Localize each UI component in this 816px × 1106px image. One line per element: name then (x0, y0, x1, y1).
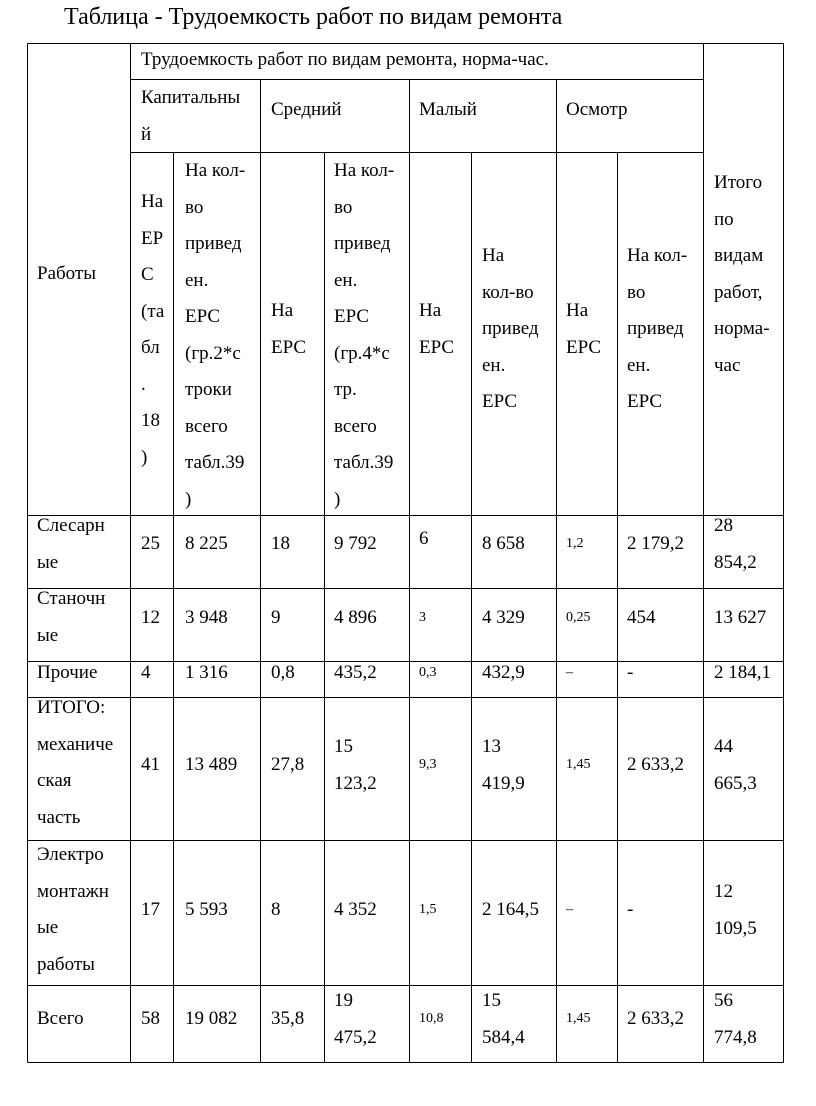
row-name: Всего (37, 1008, 84, 1029)
table-cell: 44 665,3 (714, 736, 757, 794)
table-cell: 27,8 (271, 754, 305, 775)
header-osmotr-na-erc: На ЕРС (566, 300, 602, 358)
table-cell: 8 658 (482, 533, 525, 554)
table-cell: 41 (141, 754, 160, 775)
table-cell: 13 419,9 (482, 736, 525, 794)
table-cell: 10,8 (419, 1011, 444, 1026)
table-cell: 13 489 (185, 754, 238, 775)
header-works: Работы (37, 263, 96, 284)
table-cell: 4 352 (334, 899, 377, 920)
table-cell: 12 109,5 (714, 881, 757, 939)
table-cell: 18 (271, 533, 290, 554)
header-maly: Малый (419, 99, 477, 120)
table-cell: 0,25 (566, 610, 591, 625)
row-name: Станочн ые (37, 588, 106, 646)
table-cell: 0,8 (271, 662, 295, 683)
table-cell: 432,9 (482, 662, 525, 683)
header-kap-na-kolvo: На кол- во привед ен. ЕРС (гр.2*с троки всего табл.39 ) (185, 160, 246, 510)
table-cell: 3 948 (185, 607, 228, 628)
table-cell: 17 (141, 899, 160, 920)
header-itogo: Итого по видам работ, норма- час (714, 172, 770, 376)
header-kapital: Капитальны й (141, 87, 241, 145)
header-osmotr: Осмотр (566, 99, 628, 120)
row-name: Слесарн ые (37, 515, 105, 573)
table-cell: 2 633,2 (627, 1008, 684, 1029)
table-cell: 25 (141, 533, 160, 554)
table-cell: 9 (271, 607, 281, 628)
table-cell: 28 854,2 (714, 515, 757, 573)
table-cell: - (627, 662, 634, 683)
table-cell: 56 774,8 (714, 990, 757, 1048)
table-cell: – (566, 665, 573, 680)
row-name: ИТОГО: механиче ская часть (37, 697, 114, 828)
table-cell: 35,8 (271, 1008, 305, 1029)
table-cell: 1,2 (566, 536, 584, 551)
table-cell: 1,45 (566, 1011, 591, 1026)
table-cell: 12 (141, 607, 160, 628)
header-sred-na-kolvo: На кол- во привед ен. ЕРС (гр.4*с тр. всего табл.39 ) (334, 160, 395, 510)
table-cell: 3 (419, 610, 426, 625)
row-name: Прочие (37, 662, 98, 683)
table-title: Таблица - Трудоемкость работ по видам ремонта (64, 4, 563, 30)
table-cell: - (627, 899, 634, 920)
table-cell: 8 225 (185, 533, 228, 554)
table-cell: 1,45 (566, 757, 591, 772)
table-cell: 19 082 (185, 1008, 238, 1029)
table-cell: 2 633,2 (627, 754, 684, 775)
table-cell: 0,3 (419, 665, 437, 680)
table-cell: 2 164,5 (482, 899, 539, 920)
table-cell: 9,3 (419, 757, 437, 772)
table-cell: 4 896 (334, 607, 377, 628)
table-cell: 1,5 (419, 902, 437, 917)
table-cell: 15 123,2 (334, 736, 377, 794)
table-cell: 9 792 (334, 533, 377, 554)
table-cell: 4 329 (482, 607, 525, 628)
header-kap-na-erc: На ЕР С (та бл . 18 ) (141, 191, 165, 468)
table-cell: – (566, 902, 573, 917)
header-maly-na-erc: На ЕРС (419, 300, 455, 358)
table-cell: 4 (141, 662, 151, 683)
table-cell: 19 475,2 (334, 990, 377, 1048)
table-cell: 1 316 (185, 662, 228, 683)
row-name: Электро монтажн ые работы (37, 844, 109, 975)
header-maly-na-kolvo: На кол-во привед ен. ЕРС (482, 245, 539, 412)
table-cell: 2 179,2 (627, 533, 684, 554)
header-group: Трудоемкость работ по видам ремонта, норма-час. (141, 49, 549, 70)
table-cell: 58 (141, 1008, 160, 1029)
table-cell: 435,2 (334, 662, 377, 683)
table-cell: 454 (627, 607, 656, 628)
table-cell: 15 584,4 (482, 990, 525, 1048)
table-cell: 5 593 (185, 899, 228, 920)
header-sred-na-erc: На ЕРС (271, 300, 307, 358)
table-cell: 2 184,1 (714, 662, 771, 683)
header-osmotr-na-kolvo: На кол- во привед ен. ЕРС (627, 245, 688, 412)
table-cell: 8 (271, 899, 281, 920)
header-sredniy: Средний (271, 99, 342, 120)
table-cell: 6 (419, 528, 429, 549)
table-cell: 13 627 (714, 607, 767, 628)
